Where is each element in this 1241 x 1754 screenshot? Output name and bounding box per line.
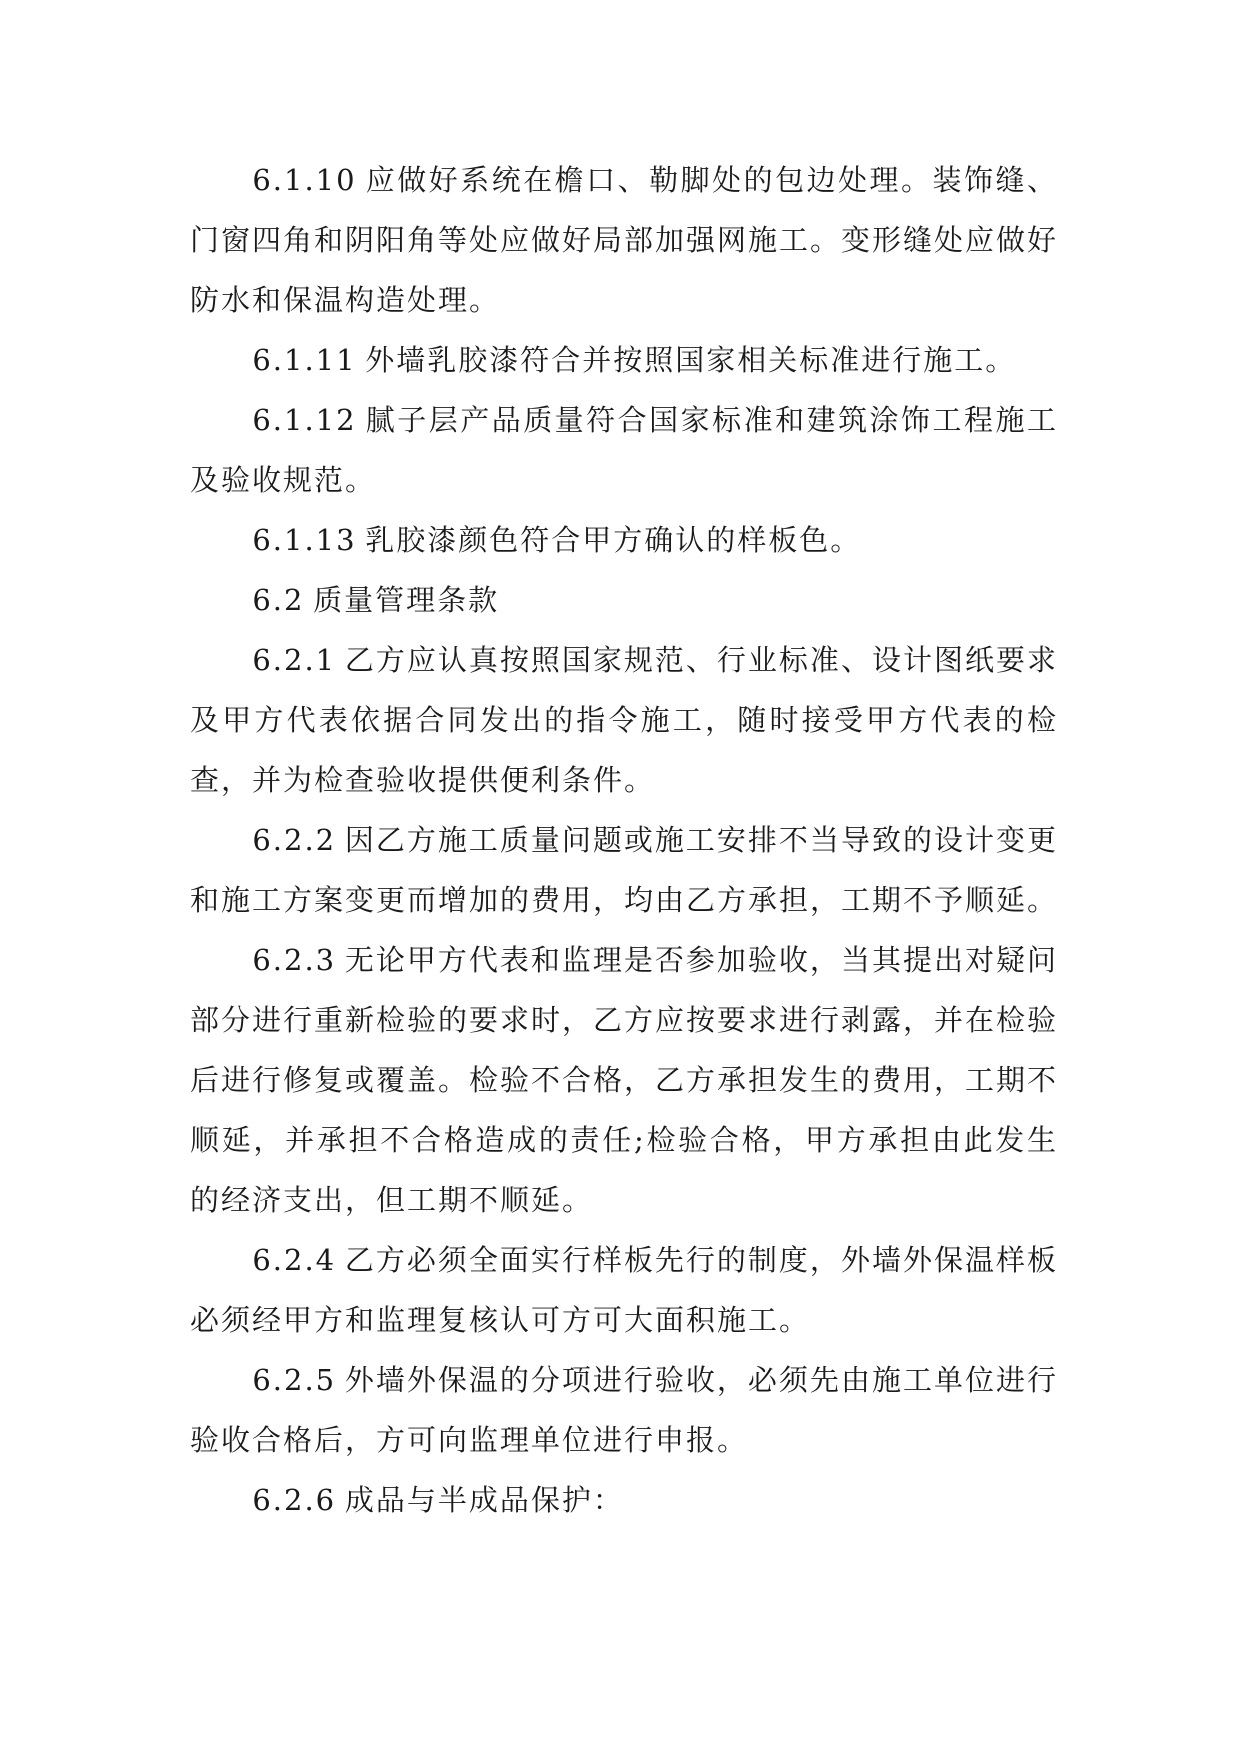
clause-6-2-6 xyxy=(190,1470,1058,1530)
clause-6-2-1 xyxy=(190,630,1058,810)
clause-6-2-4 xyxy=(190,1230,1058,1350)
clause-6-1-10 xyxy=(190,150,1058,330)
clause-text: 应做好系统在檐口、勒脚处的包边处理。装饰缝、门窗四角和阴阳角等处应做好局部加强网施工。变形缝处应做好防水和保温构造处理。 xyxy=(190,163,1059,317)
clause-text: 无论甲方代表和监理是否参加验收，当其提出对疑问部分进行重新检验的要求时，乙方应按要求进行剥露，并在检验后进行修复或覆盖。检验不合格，乙方承担发生的费用，工期不顺延，并承担不合格造成的责任;检验合格，甲方承担由此发生的经济支出，但工期不顺延。 xyxy=(190,943,1059,1217)
clause-text: 乙方必须全面实行样板先行的制度，外墙外保温样板必须经甲方和监理复核认可方可大面积施工。 xyxy=(190,1243,1058,1337)
clause-6-2-2 xyxy=(190,810,1058,930)
clause-text: 因乙方施工质量问题或施工安排不当导致的设计变更和施工方案变更而增加的费用，均由乙方承担，工期不予顺延。 xyxy=(190,823,1059,917)
clause-6-2-3 xyxy=(190,930,1058,1230)
clause-text: 外墙外保温的分项进行验收，必须先由施工单位进行验收合格后，方可向监理单位进行申报。 xyxy=(190,1363,1058,1457)
clause-text: 腻子层产品质量符合国家标准和建筑涂饰工程施工及验收规范。 xyxy=(190,403,1058,497)
clause-number: 6.1.13 xyxy=(252,523,357,557)
section-title: 质量管理条款 xyxy=(313,583,500,617)
clause-number: 6.2.4 xyxy=(252,1243,337,1277)
clause-number: 6.2.5 xyxy=(252,1363,337,1397)
clause-number: 6.2.6 xyxy=(252,1483,337,1517)
clause-text: 乳胶漆颜色符合甲方确认的样板色。 xyxy=(365,523,862,557)
document-page xyxy=(190,150,1058,1530)
clause-text: 成品与半成品保护： xyxy=(344,1483,624,1517)
clause-6-1-12 xyxy=(190,390,1058,510)
clause-6-1-11 xyxy=(190,330,1058,390)
clause-number: 6.2.1 xyxy=(252,643,337,677)
clause-text: 外墙乳胶漆符合并按照国家相关标准进行施工。 xyxy=(365,343,1017,377)
clause-number: 6.1.10 xyxy=(252,163,357,197)
clause-number: 6.2.2 xyxy=(252,823,337,857)
clause-number: 6.1.12 xyxy=(252,403,357,437)
section-heading-6-2 xyxy=(190,570,1058,630)
section-number: 6.2 xyxy=(252,583,305,617)
clause-text: 乙方应认真按照国家规范、行业标准、设计图纸要求及甲方代表依据合同发出的指令施工，随时接受甲方代表的检查，并为检查验收提供便利条件。 xyxy=(190,643,1058,797)
clause-6-1-13 xyxy=(190,510,1058,570)
clause-6-2-5 xyxy=(190,1350,1058,1470)
clause-number: 6.1.11 xyxy=(252,343,357,377)
clause-number: 6.2.3 xyxy=(252,943,337,977)
